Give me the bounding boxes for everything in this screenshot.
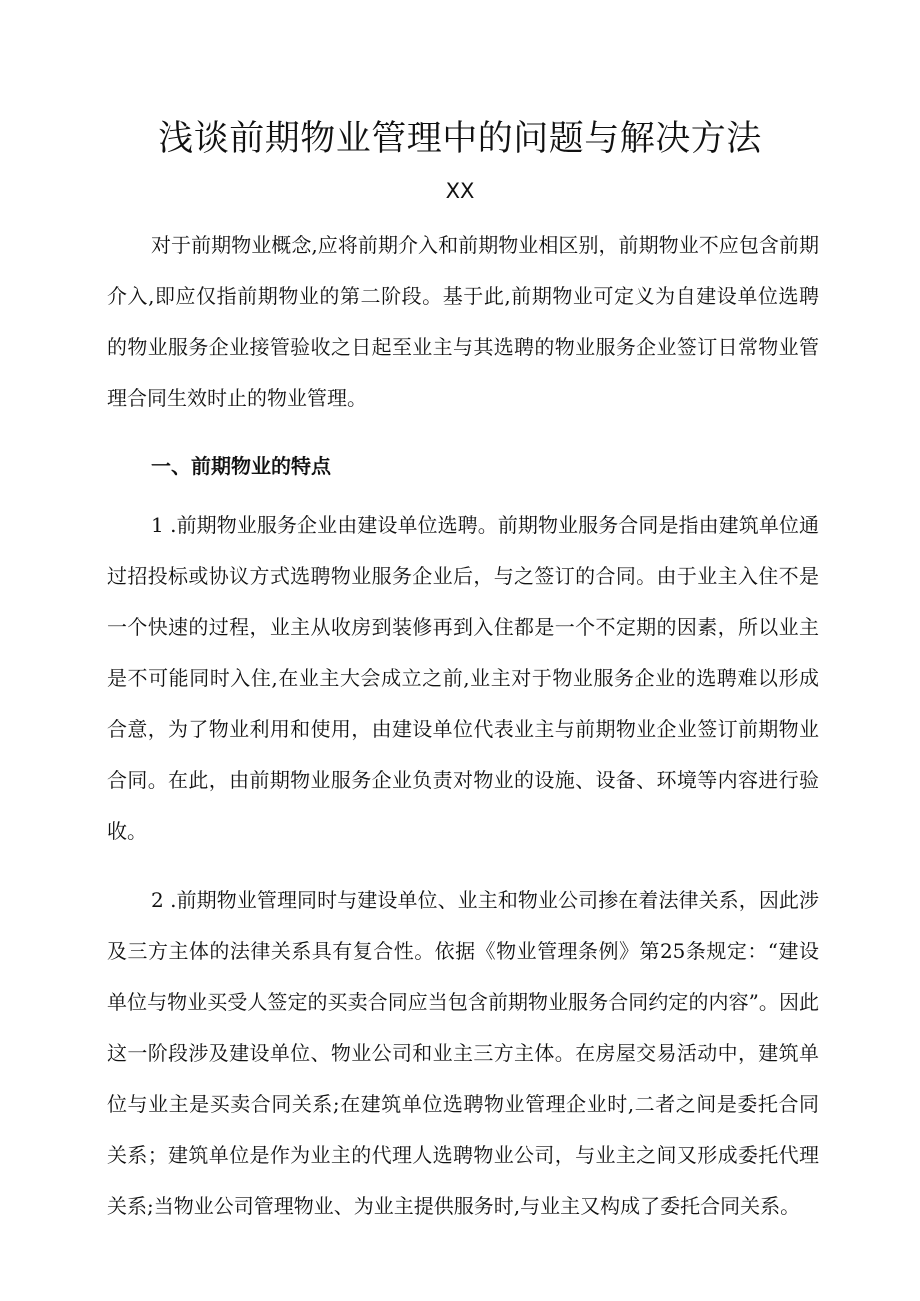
section-item-2: 2 .前期物业管理同时与建设单位、业主和物业公司掺在着法律关系，因此涉及三方主体的法律关系具有复合性。依据《物业管理条例》第25条规定：“建设单位与物业买受人签定的买卖合同应当包含前期物业服务合同约定的内容”。因此这一阶段涉及建设单位、物业公司和业主三方主体。在房屋交易活动中，建筑单位与业主是买卖合同关系;在建筑单位选聘物业管理企业时,二者之间是委托合同关系；建筑单位是作为业主的代理人选聘物业公司，与业主之间又形成委托代理关系;当物业公司管理物业、为业主提供服务时,与业主又构成了委托合同关系。 [107, 888, 819, 1218]
document-body [107, 220, 819, 1250]
section-item-1: 1 .前期物业服务企业由建设单位选聘。前期物业服务合同是指由建筑单位通过招投标或协议方式选聘物业服务企业后，与之签订的合同。由于业主入住不是一个快速的过程，业主从收房到装修再到入住都是一个不定期的因素，所以业主是不可能同时入住,在业主大会成立之前,业主对于物业服务企业的选聘难以形成合意，为了物业利用和使用，由建设单位代表业主与前期物业企业签订前期物业合同。在此，由前期物业服务企业负责对物业的设施、设备、环境等内容进行验收。 [107, 513, 819, 843]
document-title: 浅谈前期物业管理中的问题与解决方法 [158, 119, 762, 159]
intro-paragraph: 对于前期物业概念,应将前期介入和前期物业相区别，前期物业不应包含前期介入,即应仅指前期物业的第二阶段。基于此,前期物业可定义为自建设单位选聘的物业服务企业接管验收之日起至业主与其选聘的物业服务企业签订日常物业管理合同生效时止的物业管理。 [107, 233, 819, 410]
section-heading: 一、前期物业的特点 [151, 454, 331, 478]
document-author: XX [445, 179, 475, 203]
